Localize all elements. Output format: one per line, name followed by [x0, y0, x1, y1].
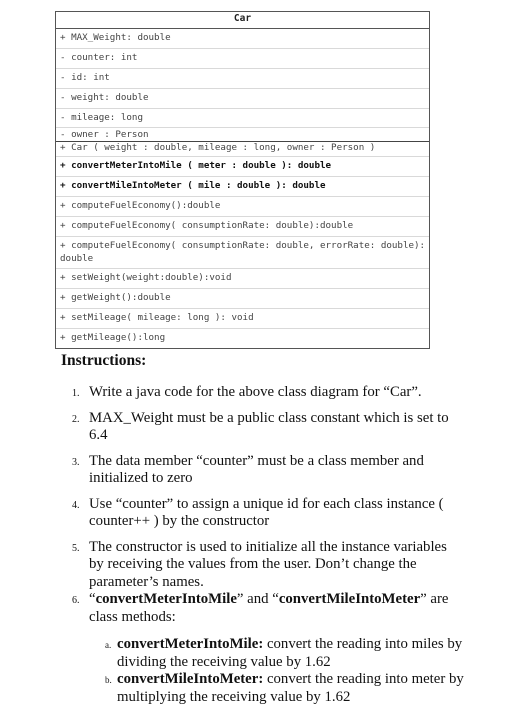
method-name-bold: convertMeterIntoMile: [117, 636, 264, 652]
item-text: MAX_Weight must be a public class constant which is set to 6.4 [89, 409, 449, 443]
text-fragment: “ [89, 591, 96, 607]
methods-section [56, 141, 429, 347]
instruction-item [72, 384, 462, 402]
method-row: + computeFuelEconomy( consumptionRate: double):double [56, 217, 429, 237]
instruction-item [72, 496, 462, 531]
class-name: Car [56, 12, 429, 29]
sub-instruction-item [105, 671, 465, 706]
attribute-row: - owner : Person [60, 129, 149, 141]
item-number: 2. [72, 413, 80, 425]
item-number: 4. [72, 499, 80, 511]
method-row: + computeFuelEconomy():double [56, 197, 429, 217]
attribute-row: - counter: int [56, 49, 429, 69]
method-name-bold: convertMileIntoMeter [278, 591, 421, 607]
uml-class-diagram [55, 11, 430, 349]
attribute-row: + MAX_Weight: double [56, 29, 429, 49]
item-text: The constructor is used to initialize all the instance variables by receiving the values from the user. Don’t change the parameter’s names. [89, 538, 447, 590]
method-row: + convertMeterIntoMile ( meter : double ): double [56, 157, 429, 177]
sub-instruction-item [105, 636, 465, 671]
text-fragment: ” are class methods: [89, 591, 449, 625]
instruction-item [72, 539, 462, 592]
item-number: 1. [72, 388, 80, 399]
method-row: + setMileage( mileage: long ): void [56, 309, 429, 329]
text-fragment: ” and “ [236, 591, 279, 607]
item-text: Write a java code for the above class diagram for “Car”. [89, 384, 422, 400]
item-text: The data member “counter” must be a class member and initialized to zero [89, 452, 424, 486]
method-row: + setWeight(weight:double):void [56, 269, 429, 289]
item-number: 5. [72, 542, 80, 554]
item-letter: a. [105, 640, 112, 650]
instruction-item [72, 591, 462, 626]
sub-instructions-list [105, 636, 465, 706]
item-number: 6. [72, 595, 80, 606]
method-row: + getWeight():double [56, 289, 429, 309]
instructions-heading: Instructions: [61, 352, 147, 369]
item-text: convert the reading into meter by multiplying the receiving value by 1.62 [117, 671, 464, 705]
attribute-row: - id: int [56, 69, 429, 89]
method-row: + Car ( weight : double, mileage : long, owner : Person ) [56, 142, 429, 157]
method-row: + computeFuelEconomy( consumptionRate: double, errorRate: double): double [56, 237, 429, 269]
method-row: + getMileage():long [60, 331, 166, 343]
item-number: 3. [72, 456, 80, 468]
item-text: Use “counter” to assign a unique id for each class instance ( counter++ ) by the constructor [89, 495, 444, 529]
instruction-item [72, 453, 462, 488]
method-name-bold: convertMeterIntoMile [95, 591, 237, 607]
instructions-list [72, 384, 462, 634]
attributes-section [56, 29, 429, 141]
item-text: convert the reading into miles by dividing the receiving value by 1.62 [117, 636, 463, 670]
method-name-bold: convertMileIntoMeter: [117, 671, 264, 687]
item-letter: b. [105, 675, 112, 685]
method-row: + convertMileIntoMeter ( mile : double ): double [56, 177, 429, 197]
attribute-row: - mileage: long [56, 109, 429, 129]
instruction-item [72, 410, 462, 445]
item-text [89, 591, 448, 625]
attribute-row: - weight: double [56, 89, 429, 109]
